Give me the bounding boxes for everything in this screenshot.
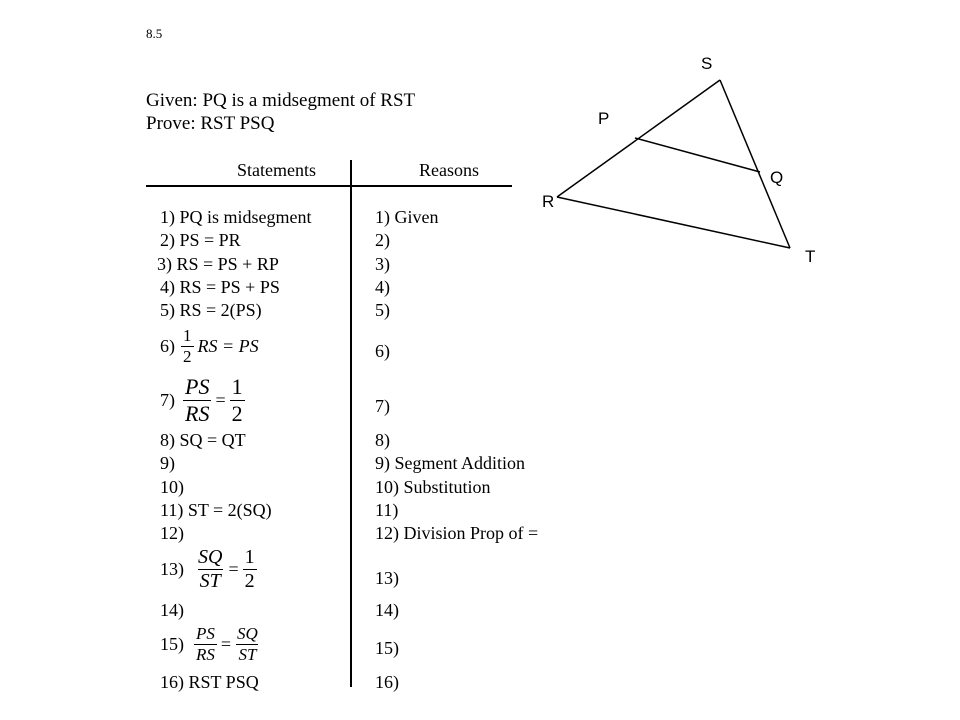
- vertex-label-r: R: [542, 192, 555, 211]
- reason-16: 16): [375, 672, 399, 692]
- statement-7-fraction-left: [183, 374, 211, 427]
- reasons-header: Reasons: [419, 160, 479, 180]
- statement-7-number: 7): [160, 390, 175, 410]
- reason-4: 4): [375, 277, 390, 297]
- reason-1: 1) Given: [375, 207, 439, 227]
- equals-sign: =: [220, 634, 232, 654]
- fraction-denominator: 2: [244, 570, 255, 592]
- statement-13-fraction-right: [243, 546, 257, 593]
- reason-13: 13): [375, 568, 399, 588]
- reason-11: 11): [375, 500, 399, 520]
- statement-1: 1) PQ is midsegment: [160, 207, 312, 227]
- statement-2: 2) PS = PR: [160, 230, 241, 250]
- statement-4: 4) RS = PS + PS: [160, 277, 280, 297]
- statement-6-number: 6): [160, 336, 175, 356]
- reason-5: 5): [375, 300, 390, 320]
- equals-sign: =: [228, 559, 239, 579]
- triangle-diagram: [540, 50, 840, 280]
- fraction-denominator: RS: [185, 401, 210, 426]
- reason-3: 3): [375, 254, 390, 274]
- prove-statement: Prove: RST PSQ: [146, 113, 275, 134]
- point-label-q: Q: [770, 168, 784, 187]
- fraction-numerator: PS: [196, 624, 215, 643]
- fraction-denominator: ST: [199, 570, 221, 592]
- midsegment-pq: [635, 138, 760, 172]
- statement-16: 16) RST PSQ: [160, 672, 259, 692]
- statement-12: 12): [160, 523, 184, 543]
- statement-8: 8) SQ = QT: [160, 430, 246, 450]
- point-label-p: P: [598, 109, 610, 128]
- statement-15: [160, 624, 260, 665]
- table-column-divider: [350, 160, 352, 687]
- fraction-denominator: 2: [183, 347, 192, 366]
- statement-6-fraction: [181, 326, 194, 367]
- reason-14: 14): [375, 600, 399, 620]
- statement-3: 3) RS = PS + RP: [157, 254, 279, 274]
- given-statement: Given: PQ is a midsegment of RST: [146, 90, 416, 111]
- fraction-numerator: 1: [183, 326, 192, 345]
- vertex-label-t: T: [805, 247, 816, 266]
- statement-11: 11) ST = 2(SQ): [160, 500, 272, 520]
- statement-7-fraction-right: [230, 374, 245, 427]
- reason-2: 2): [375, 230, 390, 250]
- fraction-numerator: 1: [231, 374, 243, 399]
- statement-14: 14): [160, 600, 184, 620]
- table-header-divider: [146, 185, 512, 187]
- statement-13-number: 13): [160, 559, 184, 579]
- statement-6-expression: RS = PS: [197, 336, 259, 356]
- statement-9: 9): [160, 453, 175, 473]
- statement-7: [160, 374, 245, 427]
- statement-10: 10): [160, 477, 184, 497]
- reason-9: 9) Segment Addition: [375, 453, 525, 473]
- fraction-numerator: SQ: [237, 624, 258, 643]
- statements-header: Statements: [237, 160, 316, 180]
- section-number: 8.5: [146, 26, 163, 41]
- reason-15: 15): [375, 638, 399, 658]
- statement-15-fraction-right: [235, 624, 260, 665]
- reason-6: 6): [375, 341, 390, 361]
- reason-8: 8): [375, 430, 390, 450]
- fraction-numerator: SQ: [198, 546, 223, 568]
- vertex-label-s: S: [701, 54, 713, 73]
- reason-10: 10) Substitution: [375, 477, 491, 497]
- equals-sign: =: [215, 390, 226, 410]
- statement-15-number: 15): [160, 634, 184, 654]
- reason-12: 12) Division Prop of =: [375, 523, 539, 543]
- statement-5: 5) RS = 2(PS): [160, 300, 262, 320]
- statement-13-fraction-left: [196, 546, 224, 593]
- fraction-numerator: 1: [244, 546, 255, 568]
- fraction-denominator: 2: [231, 401, 243, 426]
- side-rt: [557, 197, 790, 248]
- statement-15-fraction-left: [194, 624, 217, 665]
- statement-13: [160, 546, 257, 593]
- fraction-denominator: RS: [196, 645, 215, 664]
- statement-6: [160, 326, 259, 367]
- fraction-denominator: ST: [238, 645, 257, 664]
- reason-7: 7): [375, 396, 390, 416]
- fraction-numerator: PS: [185, 374, 210, 399]
